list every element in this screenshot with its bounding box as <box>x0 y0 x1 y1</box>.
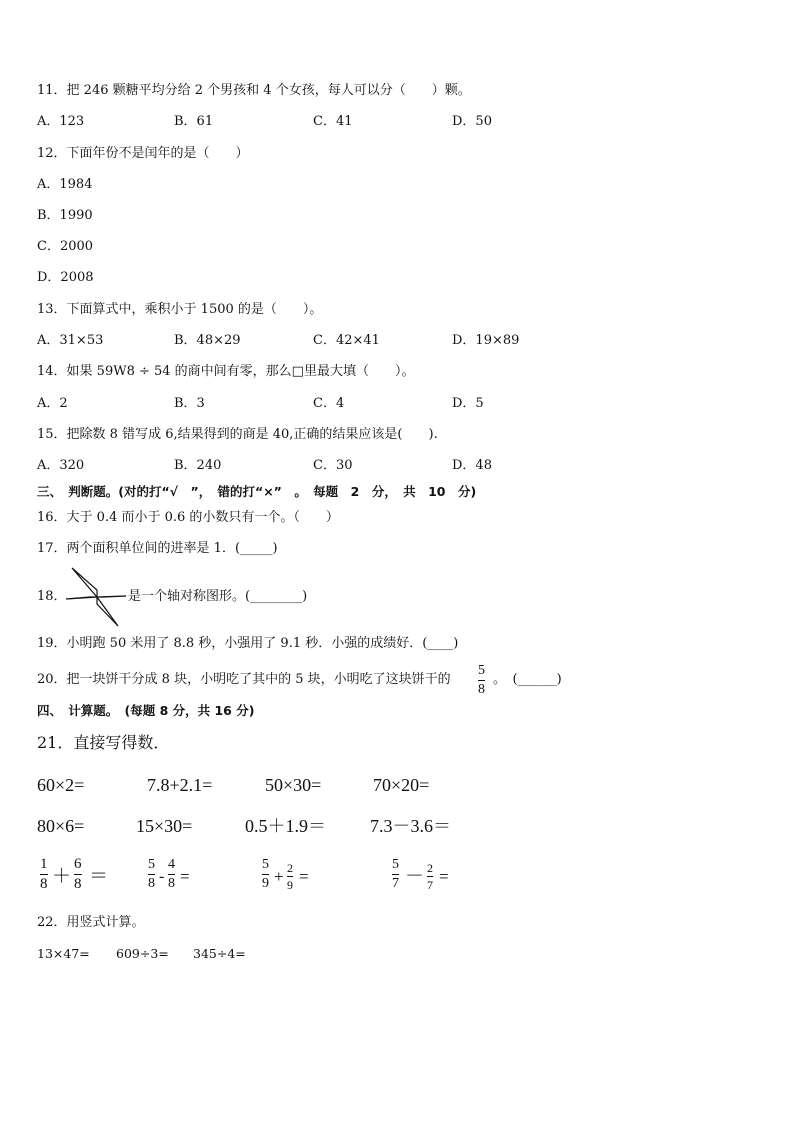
q11-option-d: D．50 <box>452 114 492 129</box>
q13-option-b: B．48×29 <box>174 333 241 348</box>
calc-row1-item1: 60×2= <box>37 775 85 795</box>
question-20-tail: 。 (______) <box>493 672 562 687</box>
q11-option-b: B．61 <box>174 114 214 129</box>
section-3-title: 三、 判断题。(对的打“√ ”， 错的打“×” 。 每题 2 分， 共 10 分) <box>37 484 477 499</box>
calc-row2-item2: 15×30= <box>136 816 193 836</box>
calc-row1-item3: 50×30= <box>265 775 322 795</box>
q14-option-b: B．3 <box>174 396 205 411</box>
calc-frac2-operator: - <box>159 868 165 885</box>
q13-option-c: C．42×41 <box>313 333 380 348</box>
calc-frac3-b <box>287 862 293 891</box>
fraction-numerator: 5 <box>148 857 155 872</box>
fraction-numerator: 4 <box>168 857 175 872</box>
q11-option-c: C．41 <box>313 114 353 129</box>
q13-option-d: D．19×89 <box>452 333 520 348</box>
fraction-bar <box>74 874 82 875</box>
question-18-number: 18． <box>37 589 67 604</box>
calc-frac2-b <box>168 858 175 891</box>
question-18-text: 是一个轴对称图形。(________) <box>128 589 308 604</box>
fraction-denominator: 8 <box>168 876 175 891</box>
fraction-denominator: 9 <box>287 878 293 892</box>
q13-option-a: A．31×53 <box>37 333 104 348</box>
question-21-title: 21．直接写得数． <box>37 733 170 752</box>
calc-frac2-a <box>148 858 155 891</box>
calc-frac4-b <box>427 862 433 891</box>
calc-frac3-operator: + <box>274 867 284 886</box>
fraction-denominator: 8 <box>148 876 155 891</box>
question-13-stem: 13．下面算式中，乘积小于 1500 的是（ ）。 <box>37 302 323 317</box>
question-20-text: 20．把一块饼干分成 8 块，小明吃了其中的 5 块，小明吃了这块饼干的 <box>37 672 451 687</box>
fraction-numerator: 6 <box>74 856 82 872</box>
question-16: 16．大于 0.4 而小于 0.6 的小数只有一个。（ ） <box>37 510 339 525</box>
section-4-title: 四、 计算题。 (每题 8 分，共 16 分) <box>37 703 255 718</box>
q12-option-d: D．2008 <box>37 270 94 285</box>
q20-fraction-numerator: 5 <box>478 663 485 678</box>
calc-frac4-equals: = <box>439 867 449 886</box>
calc-row2-item1: 80×6= <box>37 816 85 836</box>
fraction-denominator: 8 <box>40 876 48 892</box>
question-14-stem: 14．如果 59W8 ÷ 54 的商中间有零，那么□里最大填（ ）。 <box>37 364 415 379</box>
question-22-title: 22．用竖式计算。 <box>37 915 145 930</box>
fraction-numerator: 5 <box>392 857 399 872</box>
fraction-bar <box>427 876 433 877</box>
q20-fraction-denominator: 8 <box>478 682 485 697</box>
q12-option-b: B．1990 <box>37 208 93 223</box>
question-15-stem: 15．把除数 8 错写成 6,结果得到的商是 40,正确的结果应该是( ). <box>37 427 438 442</box>
fraction-numerator: 2 <box>427 861 433 875</box>
fraction-denominator: 9 <box>262 876 269 891</box>
question-12-stem: 12．下面年份不是闰年的是（ ） <box>37 146 249 161</box>
calc-frac1-a <box>40 857 48 892</box>
fraction-numerator: 2 <box>287 861 293 875</box>
fraction-bar <box>148 874 155 875</box>
fraction-bar <box>478 680 485 681</box>
q15-option-c: C．30 <box>313 458 353 473</box>
calc-row2-item3: 0.5＋1.9＝ <box>245 816 326 836</box>
q14-option-a: A．2 <box>37 396 68 411</box>
fraction-denominator: 7 <box>392 876 399 891</box>
calc-frac1-operator: ＋ <box>52 866 72 887</box>
calc-frac3-equals: = <box>299 867 309 886</box>
q15-option-a: A．320 <box>37 458 85 473</box>
q11-option-a: A．123 <box>37 114 85 129</box>
fraction-bar <box>287 876 293 877</box>
q15-option-d: D．48 <box>452 458 492 473</box>
fraction-denominator: 7 <box>427 878 433 892</box>
calc-frac4-operator: － <box>405 866 425 887</box>
calc-row1-item2: 7.8+2.1= <box>147 775 213 795</box>
q15-option-b: B．240 <box>174 458 222 473</box>
q14-option-d: D．5 <box>452 396 484 411</box>
calc-row1-item4: 70×20= <box>373 775 430 795</box>
fraction-bar <box>40 874 48 875</box>
q12-option-a: A．1984 <box>37 177 93 192</box>
fraction-bar <box>262 874 269 875</box>
calc-row2-item4: 7.3－3.6＝ <box>370 816 451 836</box>
q22-item-1: 13×47= <box>37 946 90 961</box>
fraction-denominator: 8 <box>74 876 82 892</box>
q22-item-3: 345÷4= <box>193 946 246 961</box>
calc-frac1-b <box>74 857 82 892</box>
question-17: 17．两个面积单位间的进率是 1．(_____) <box>37 541 278 556</box>
q22-item-2: 609÷3= <box>116 946 169 961</box>
fraction-numerator: 5 <box>262 857 269 872</box>
q12-option-c: C．2000 <box>37 239 94 254</box>
q14-option-c: C．4 <box>313 396 345 411</box>
fraction-numerator: 1 <box>40 856 48 872</box>
pinwheel-figure <box>64 566 130 628</box>
calc-frac4-a <box>392 858 399 891</box>
calc-frac3-a <box>262 858 269 891</box>
calc-frac2-equals: = <box>180 867 190 886</box>
q20-fraction <box>478 664 485 697</box>
question-19: 19．小明跑 50 米用了 8.8 秒，小强用了 9.1 秒．小强的成绩好．(____) <box>37 636 459 651</box>
question-11-stem: 11．把 246 颗糖平均分给 2 个男孩和 4 个女孩，每人可以分（ ）颗。 <box>37 83 471 98</box>
calc-frac1-equals: ＝ <box>89 866 109 887</box>
fraction-bar <box>392 874 399 875</box>
fraction-bar <box>168 874 175 875</box>
